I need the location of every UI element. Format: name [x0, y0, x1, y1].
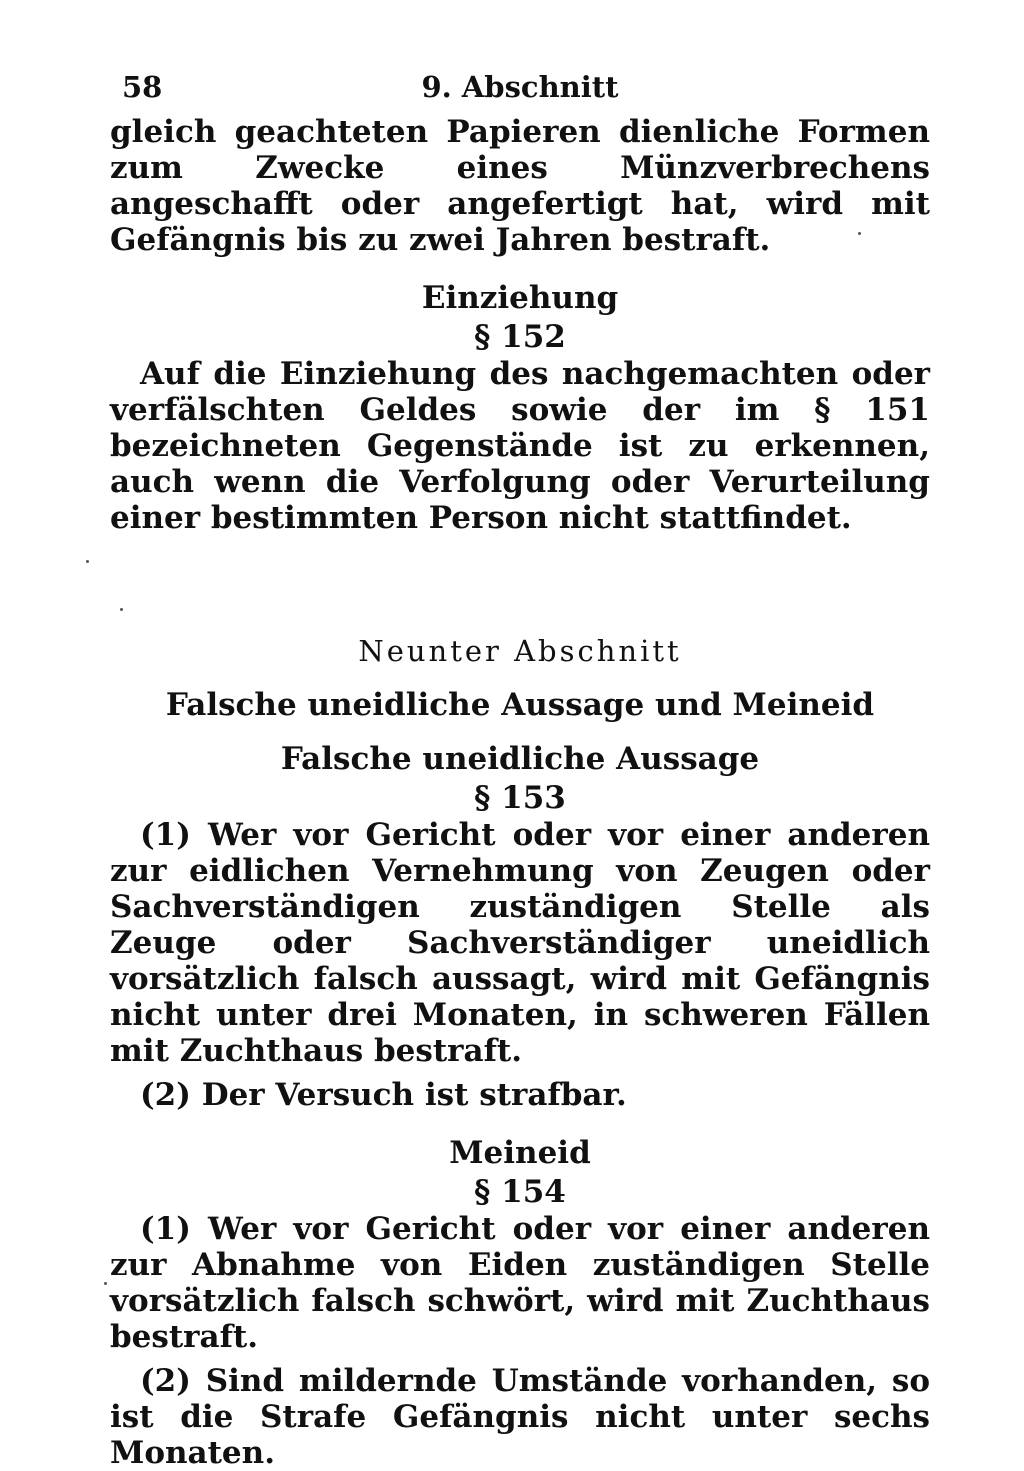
section-154 [110, 1133, 930, 1471]
running-head: 9. Abschnitt [421, 70, 619, 104]
scan-speck [858, 232, 861, 235]
scan-speck [86, 560, 89, 563]
document-page [110, 70, 930, 1471]
scan-speck [120, 608, 123, 611]
section-153 [110, 739, 930, 1113]
page-number: 58 [122, 70, 163, 104]
chapter-title: Falsche uneidliche Aussage und Meineid [165, 687, 875, 723]
chapter-nine [110, 631, 930, 725]
section-152-title: Einziehung [421, 280, 619, 316]
section-153-title: Falsche uneidliche Aussage [280, 741, 760, 777]
scan-speck [104, 1282, 107, 1285]
section-154-paragraph-2: (2) Sind mildernde Umstände vorhanden, so ist die Strafe Gefängnis nicht unter sechs Monaten. [110, 1363, 930, 1471]
section-152 [110, 278, 930, 536]
section-154-number: § 154 [474, 1174, 566, 1210]
section-153-number: § 153 [474, 780, 566, 816]
chapter-label: Neunter Abschnitt [358, 634, 682, 668]
section-154-paragraph-1: (1) Wer vor Gericht oder vor einer anderen zur Abnahme von Eiden zuständigen Stelle vorsätzlich falsch schwört, wird mit Zuchthaus bestraft. [110, 1211, 930, 1355]
page-header [110, 70, 930, 114]
section-153-paragraph-2: (2) Der Versuch ist strafbar. [140, 1077, 627, 1113]
section-153-paragraph-1: (1) Wer vor Gericht oder vor einer anderen zur eidlichen Vernehmung von Zeugen oder Sachverständigen zuständigen Stelle als Zeuge oder Sachverständiger uneidlich vorsätzlich falsch aussagt, wird mit Gefängnis nicht unter drei Monaten, in schweren Fällen mit Zuchthaus bestraft. [110, 817, 930, 1069]
intro-paragraph: gleich geachteten Papieren dienliche Formen zum Zwecke eines Münzverbrechens angeschafft oder angefertigt hat, wird mit Gefängnis bis zu zwei Jahren bestraft. [110, 114, 930, 258]
section-152-number: § 152 [474, 319, 566, 355]
section-152-text: Auf die Einziehung des nachgemachten oder verfälschten Geldes sowie der im § 151 bezeichneten Gegenstände ist zu erkennen, auch wenn die Verfolgung oder Verurteilung einer bestimmten Person nicht stattfindet. [110, 356, 930, 536]
section-154-title: Meineid [449, 1135, 591, 1171]
